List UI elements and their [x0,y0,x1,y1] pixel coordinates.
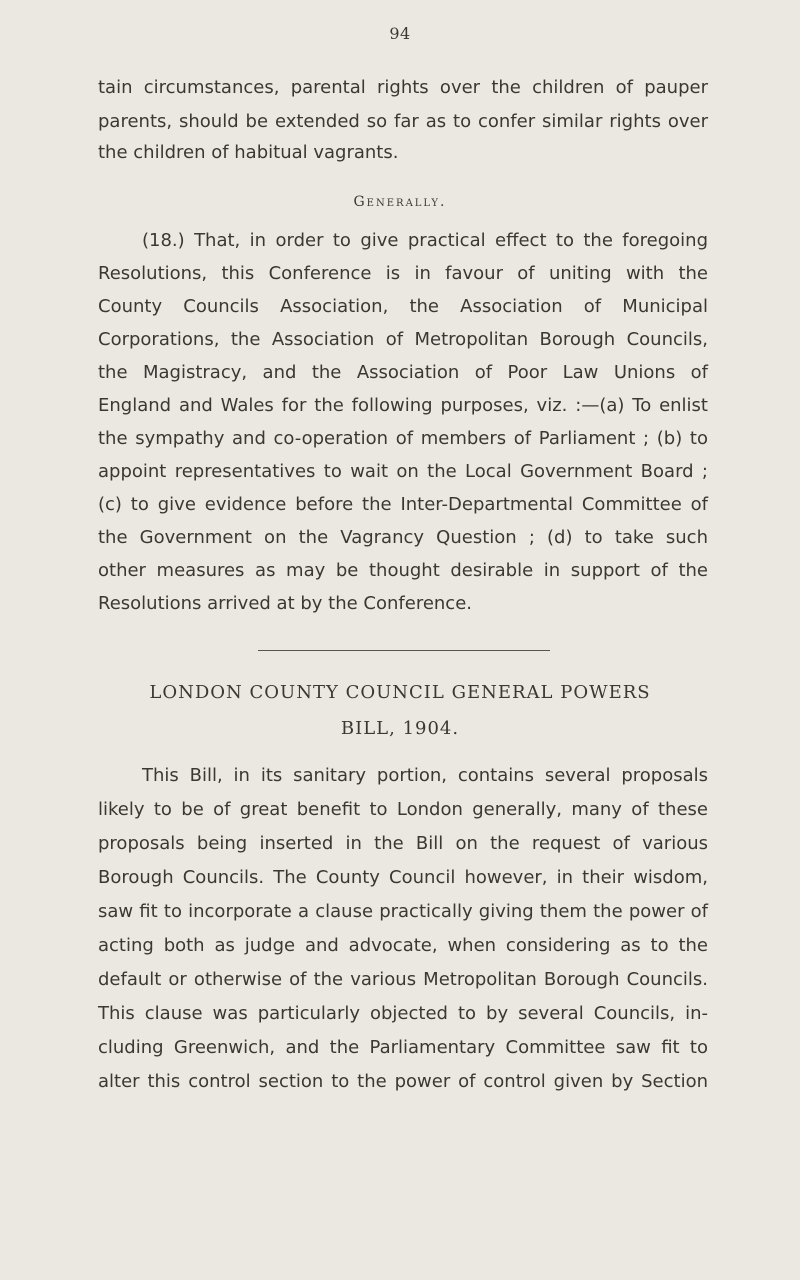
text-line: parents, should be extended so far as to confer similar rights over [98,111,708,132]
text-line: County Councils Association, the Association of Municipal [98,296,708,317]
text-line: acting both as judge and advocate, when considering as to the [98,935,708,956]
text-line: (18.) That, in order to give practical effect to the foregoing [142,230,708,251]
text-line: the sympathy and co-operation of members of Parliament ; (b) to [98,428,708,449]
divider-rule [258,650,550,651]
text-line: likely to be of great benefit to London generally, many of these [98,799,708,820]
text-line: This clause was particularly objected to by several Councils, in- [98,1003,708,1024]
section-title-line-1: LONDON COUNTY COUNCIL GENERAL POWERS [149,682,651,703]
page-number: 94 [389,24,411,43]
text-line: the Government on the Vagrancy Question ; (d) to take such [98,527,708,548]
section-heading-generally: Generally. [353,194,447,210]
text-line: Borough Councils. The County Council however, in their wisdom, [98,867,708,888]
section-title-line-2: BILL, 1904. [340,718,460,739]
text-line: appoint representatives to wait on the Local Government Board ; [98,461,708,482]
text-line: other measures as may be thought desirable in support of the [98,560,708,581]
text-line: tain circumstances, parental rights over the children of pauper [98,77,708,98]
text-line: Resolutions arrived at by the Conference. [98,593,472,614]
text-line: England and Wales for the following purposes, viz. :—(a) To enlist [98,395,708,416]
text-line: Resolutions, this Conference is in favour of uniting with the [98,263,708,284]
text-line: proposals being inserted in the Bill on the request of various [98,833,708,854]
text-line: Corporations, the Association of Metropolitan Borough Councils, [98,329,708,350]
text-line: the Magistracy, and the Association of Poor Law Unions of [98,362,708,383]
text-line: saw fit to incorporate a clause practically giving them the power of [98,901,708,922]
text-line: This Bill, in its sanitary portion, contains several proposals [142,765,708,786]
text-line: the children of habitual vagrants. [98,142,399,163]
text-line: (c) to give evidence before the Inter-Departmental Committee of [98,494,708,515]
text-line: default or otherwise of the various Metropolitan Borough Councils. [98,969,708,990]
text-line: cluding Greenwich, and the Parliamentary Committee saw fit to [98,1037,708,1058]
text-line: alter this control section to the power of control given by Section [98,1071,708,1092]
